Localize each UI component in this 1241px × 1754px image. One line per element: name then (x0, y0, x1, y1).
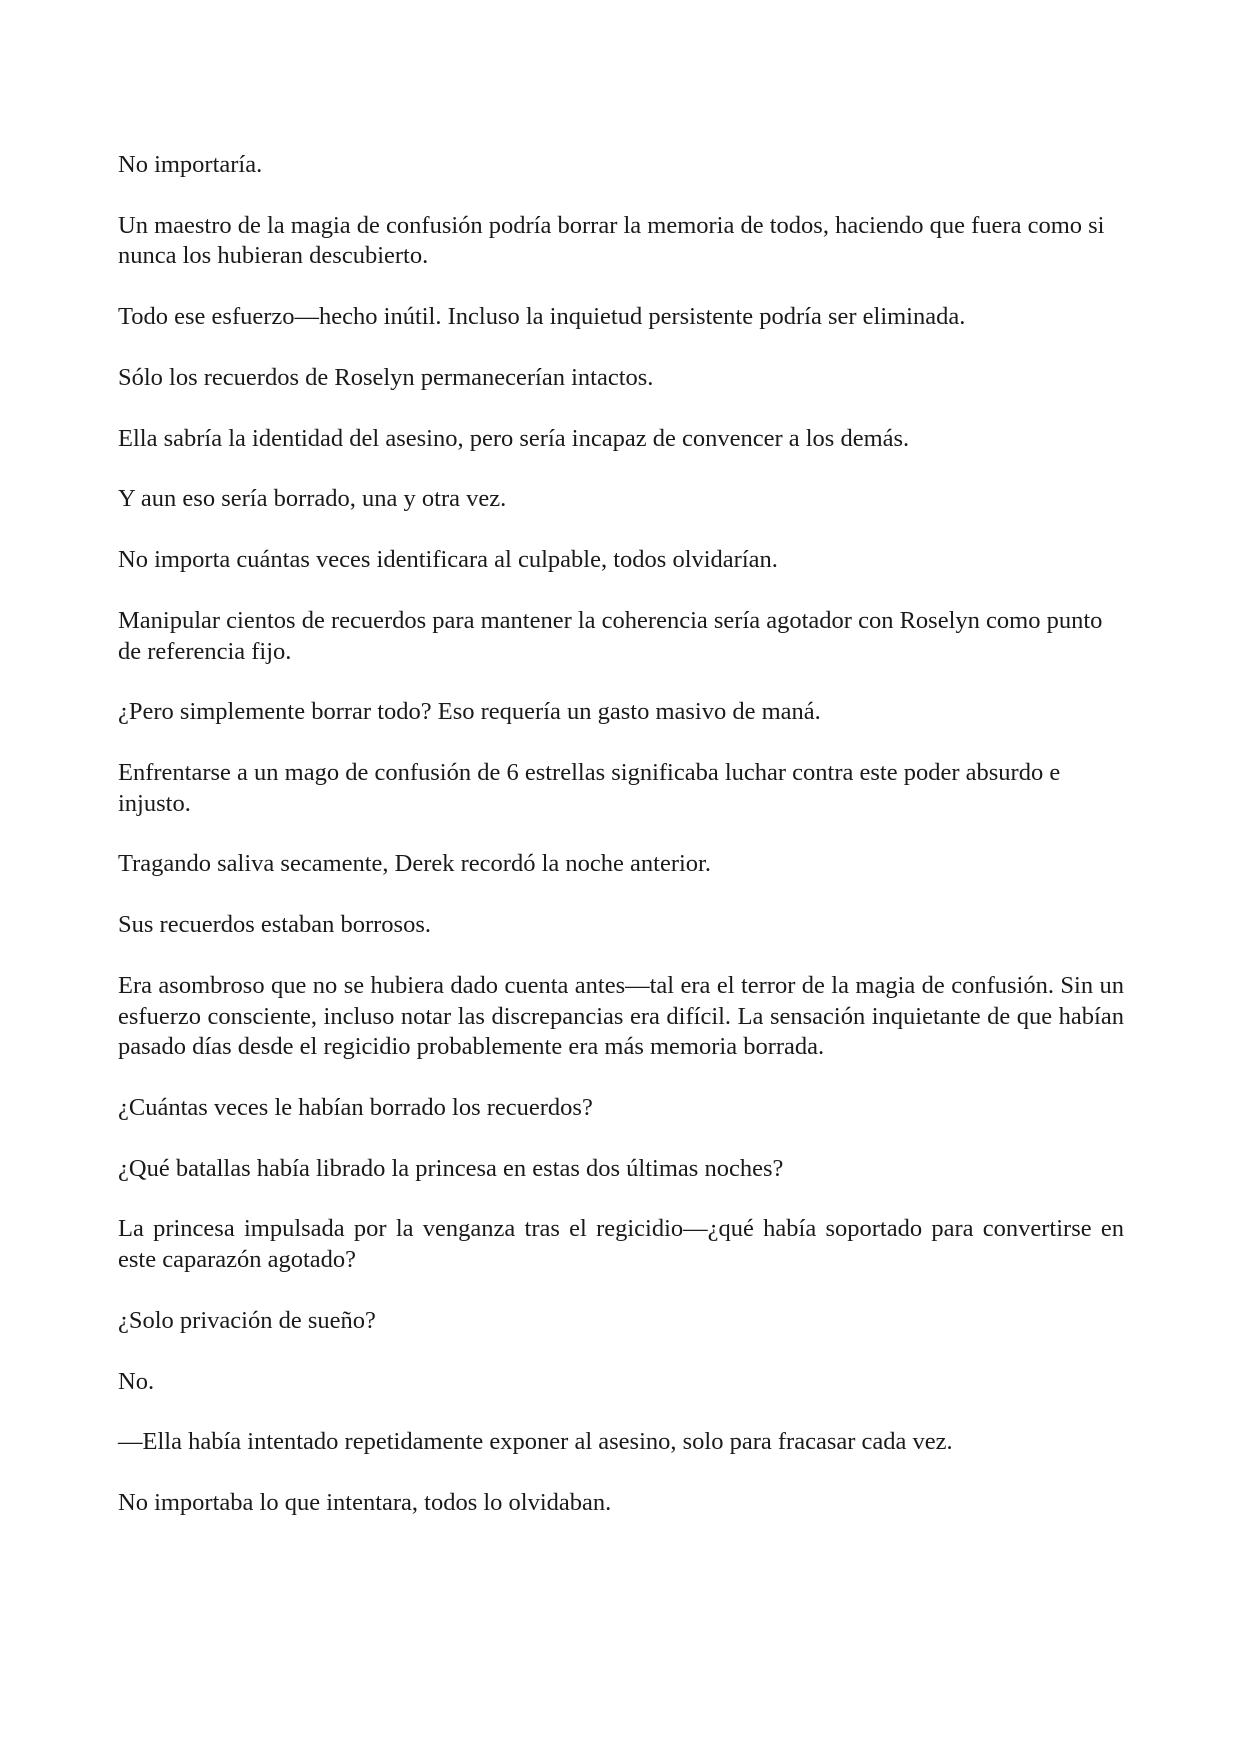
paragraph: Ella sabría la identidad del asesino, pero sería incapaz de convencer a los demás. (118, 424, 910, 452)
paragraph: Manipular cientos de recuerdos para mantener la coherencia sería agotador con Roselyn como punto de referencia fijo. (118, 607, 1103, 665)
paragraph: Un maestro de la magia de confusión podría borrar la memoria de todos, haciendo que fuera como si nunca los hubieran descubierto. (118, 211, 1105, 270)
paragraph: Y aun eso sería borrado, una y otra vez. (118, 485, 507, 513)
paragraph: Sus recuerdos estaban borrosos. (118, 911, 431, 939)
paragraph: No importa cuántas veces identificara al culpable, todos olvidarían. (118, 546, 778, 574)
paragraph: No. (118, 1367, 155, 1395)
paragraph: ¿Solo privación de sueño? (118, 1306, 376, 1334)
paragraph: Era asombroso que no se hubiera dado cuenta antes—tal era el terror de la magia de confusión. Sin un esfuerzo consciente, incluso notar las discrepancias era difícil. La sensación inquietante de que habían pasado días desde el regicidio probablemente era más memoria borrada. (118, 972, 1124, 1061)
paragraph: La princesa impulsada por la venganza tras el regicidio—¿qué había soportado para convertirse en este caparazón agotado? (118, 1215, 1124, 1273)
paragraph: Tragando saliva secamente, Derek recordó la noche anterior. (118, 850, 711, 878)
paragraph: No importaría. (118, 151, 263, 178)
paragraph: Enfrentarse a un mago de confusión de 6 estrellas significaba luchar contra este poder absurdo e injusto. (118, 759, 1061, 817)
paragraph: —Ella había intentado repetidamente exponer al asesino, solo para fracasar cada vez. (118, 1428, 953, 1456)
paragraph: ¿Pero simplemente borrar todo? Eso requería un gasto masivo de maná. (118, 698, 821, 726)
paragraph: ¿Cuántas veces le habían borrado los recuerdos? (118, 1093, 593, 1121)
paragraph: Sólo los recuerdos de Roselyn permanecerían intactos. (118, 363, 654, 391)
body-text (118, 150, 1124, 1549)
paragraph: Todo ese esfuerzo—hecho inútil. Incluso la inquietud persistente podría ser eliminada. (118, 303, 966, 331)
paragraph: No importaba lo que intentara, todos lo olvidaban. (118, 1489, 612, 1517)
paragraph: ¿Qué batallas había librado la princesa en estas dos últimas noches? (118, 1154, 784, 1182)
